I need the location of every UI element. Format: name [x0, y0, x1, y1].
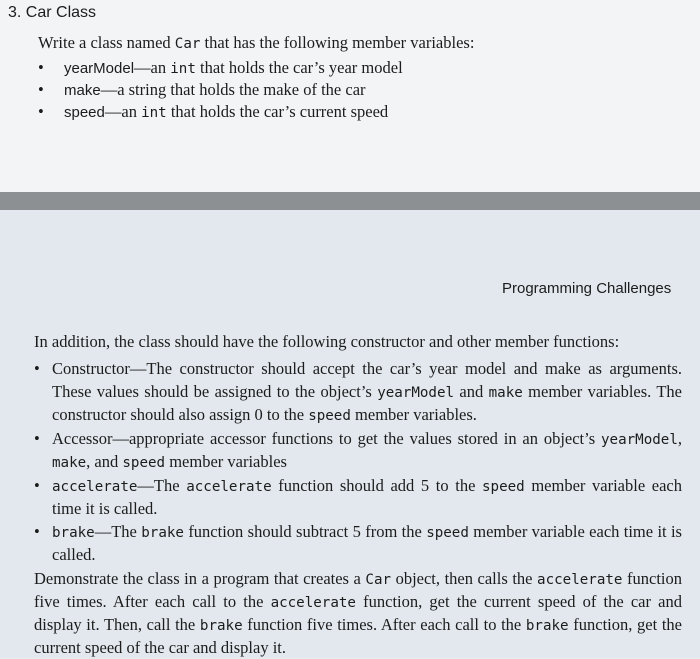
list-item-constructor — [34, 358, 682, 428]
desc-code: int — [141, 105, 167, 121]
bullet: • — [38, 80, 44, 99]
list-item-text — [64, 102, 388, 122]
desc-code: int — [170, 61, 196, 77]
function-name: Constructor — [52, 359, 130, 378]
list-item-accelerate — [34, 475, 682, 521]
text: function should add 5 to the — [271, 475, 483, 495]
desc-text-2: that holds the car’s current speed — [166, 102, 389, 121]
code: speed — [122, 455, 166, 471]
code: speed — [482, 478, 525, 495]
code: brake — [141, 524, 184, 541]
text: function five times. After each call to the — [242, 615, 526, 634]
exercise-title: Car Class — [25, 4, 97, 21]
bullet: • — [34, 428, 40, 448]
intro-text-1: Write a class named — [38, 33, 175, 52]
code: speed — [308, 408, 351, 424]
variable-name: speed — [64, 104, 105, 121]
desc-text: —an — [134, 58, 171, 77]
code: brake — [199, 618, 243, 634]
list-item-text — [64, 58, 403, 78]
code: accelerate — [537, 572, 623, 588]
desc-text: —an — [104, 102, 142, 121]
bullet: • — [38, 102, 44, 121]
list-item-brake — [34, 521, 682, 567]
text: Demonstrate the class in a program that creates a — [34, 569, 366, 588]
text: , — [677, 428, 682, 448]
text: object, then calls the — [391, 569, 538, 588]
function-name: Accessor — [52, 428, 113, 448]
demo-paragraph — [34, 568, 682, 659]
text: —appropriate accessor functions to get the values stored in an object’s — [112, 428, 601, 448]
code: yearModel — [377, 384, 455, 401]
variable-name: make — [64, 82, 101, 99]
function-name: brake — [52, 524, 95, 541]
list-item-accessor — [34, 428, 682, 475]
text: , and — [86, 452, 123, 471]
text: function, get the current speed of the car and display it. Then, call the — [34, 592, 682, 634]
text: function five times. After each call to the — [34, 569, 682, 611]
text: member variables. — [350, 405, 477, 424]
variable-name: yearModel — [64, 60, 135, 77]
code: speed — [426, 524, 469, 541]
list-item-text — [64, 80, 366, 100]
function-name: accelerate — [52, 478, 138, 495]
running-header: Programming Challenges — [502, 280, 672, 297]
bullet: • — [38, 58, 44, 77]
divider-band — [0, 192, 700, 210]
intro-code: Car — [174, 36, 201, 52]
intro-text-2: that has the following member variables: — [200, 33, 475, 52]
code: Car — [365, 572, 392, 588]
text: —The — [137, 475, 187, 495]
code: yearModel — [601, 431, 678, 448]
exercise-number: 3. — [8, 4, 22, 21]
text: —The constructor should accept the car’s year model and make as arguments. These values should be assigned to the object’s — [52, 359, 682, 401]
bullet: • — [34, 359, 40, 378]
desc-text: —a string that holds the make of the car — [100, 80, 366, 99]
code: make — [52, 455, 87, 471]
code: make — [488, 384, 523, 401]
exercise-heading — [8, 4, 96, 22]
code: accelerate — [186, 478, 272, 495]
bullet: • — [34, 475, 40, 495]
code: brake — [525, 618, 569, 634]
text: member variables — [165, 452, 287, 471]
member-function-list — [34, 358, 682, 567]
text: member variable each time it is called. — [52, 521, 682, 564]
text: member variable each time it is called. — [52, 475, 683, 518]
text: function should subtract 5 from the — [183, 521, 427, 541]
code: accelerate — [270, 595, 356, 611]
bullet: • — [34, 521, 40, 541]
text: function, get the current speed of the car and display it. — [34, 615, 682, 657]
text: and — [454, 381, 489, 401]
text: member variables. The constructor should also assign 0 to the — [52, 381, 682, 424]
text: —The — [94, 521, 142, 541]
addition-paragraph: In addition, the class should have the following constructor and other member functions: — [34, 332, 620, 351]
intro-paragraph — [38, 33, 474, 53]
desc-text-2: that holds the car’s year model — [195, 58, 403, 77]
